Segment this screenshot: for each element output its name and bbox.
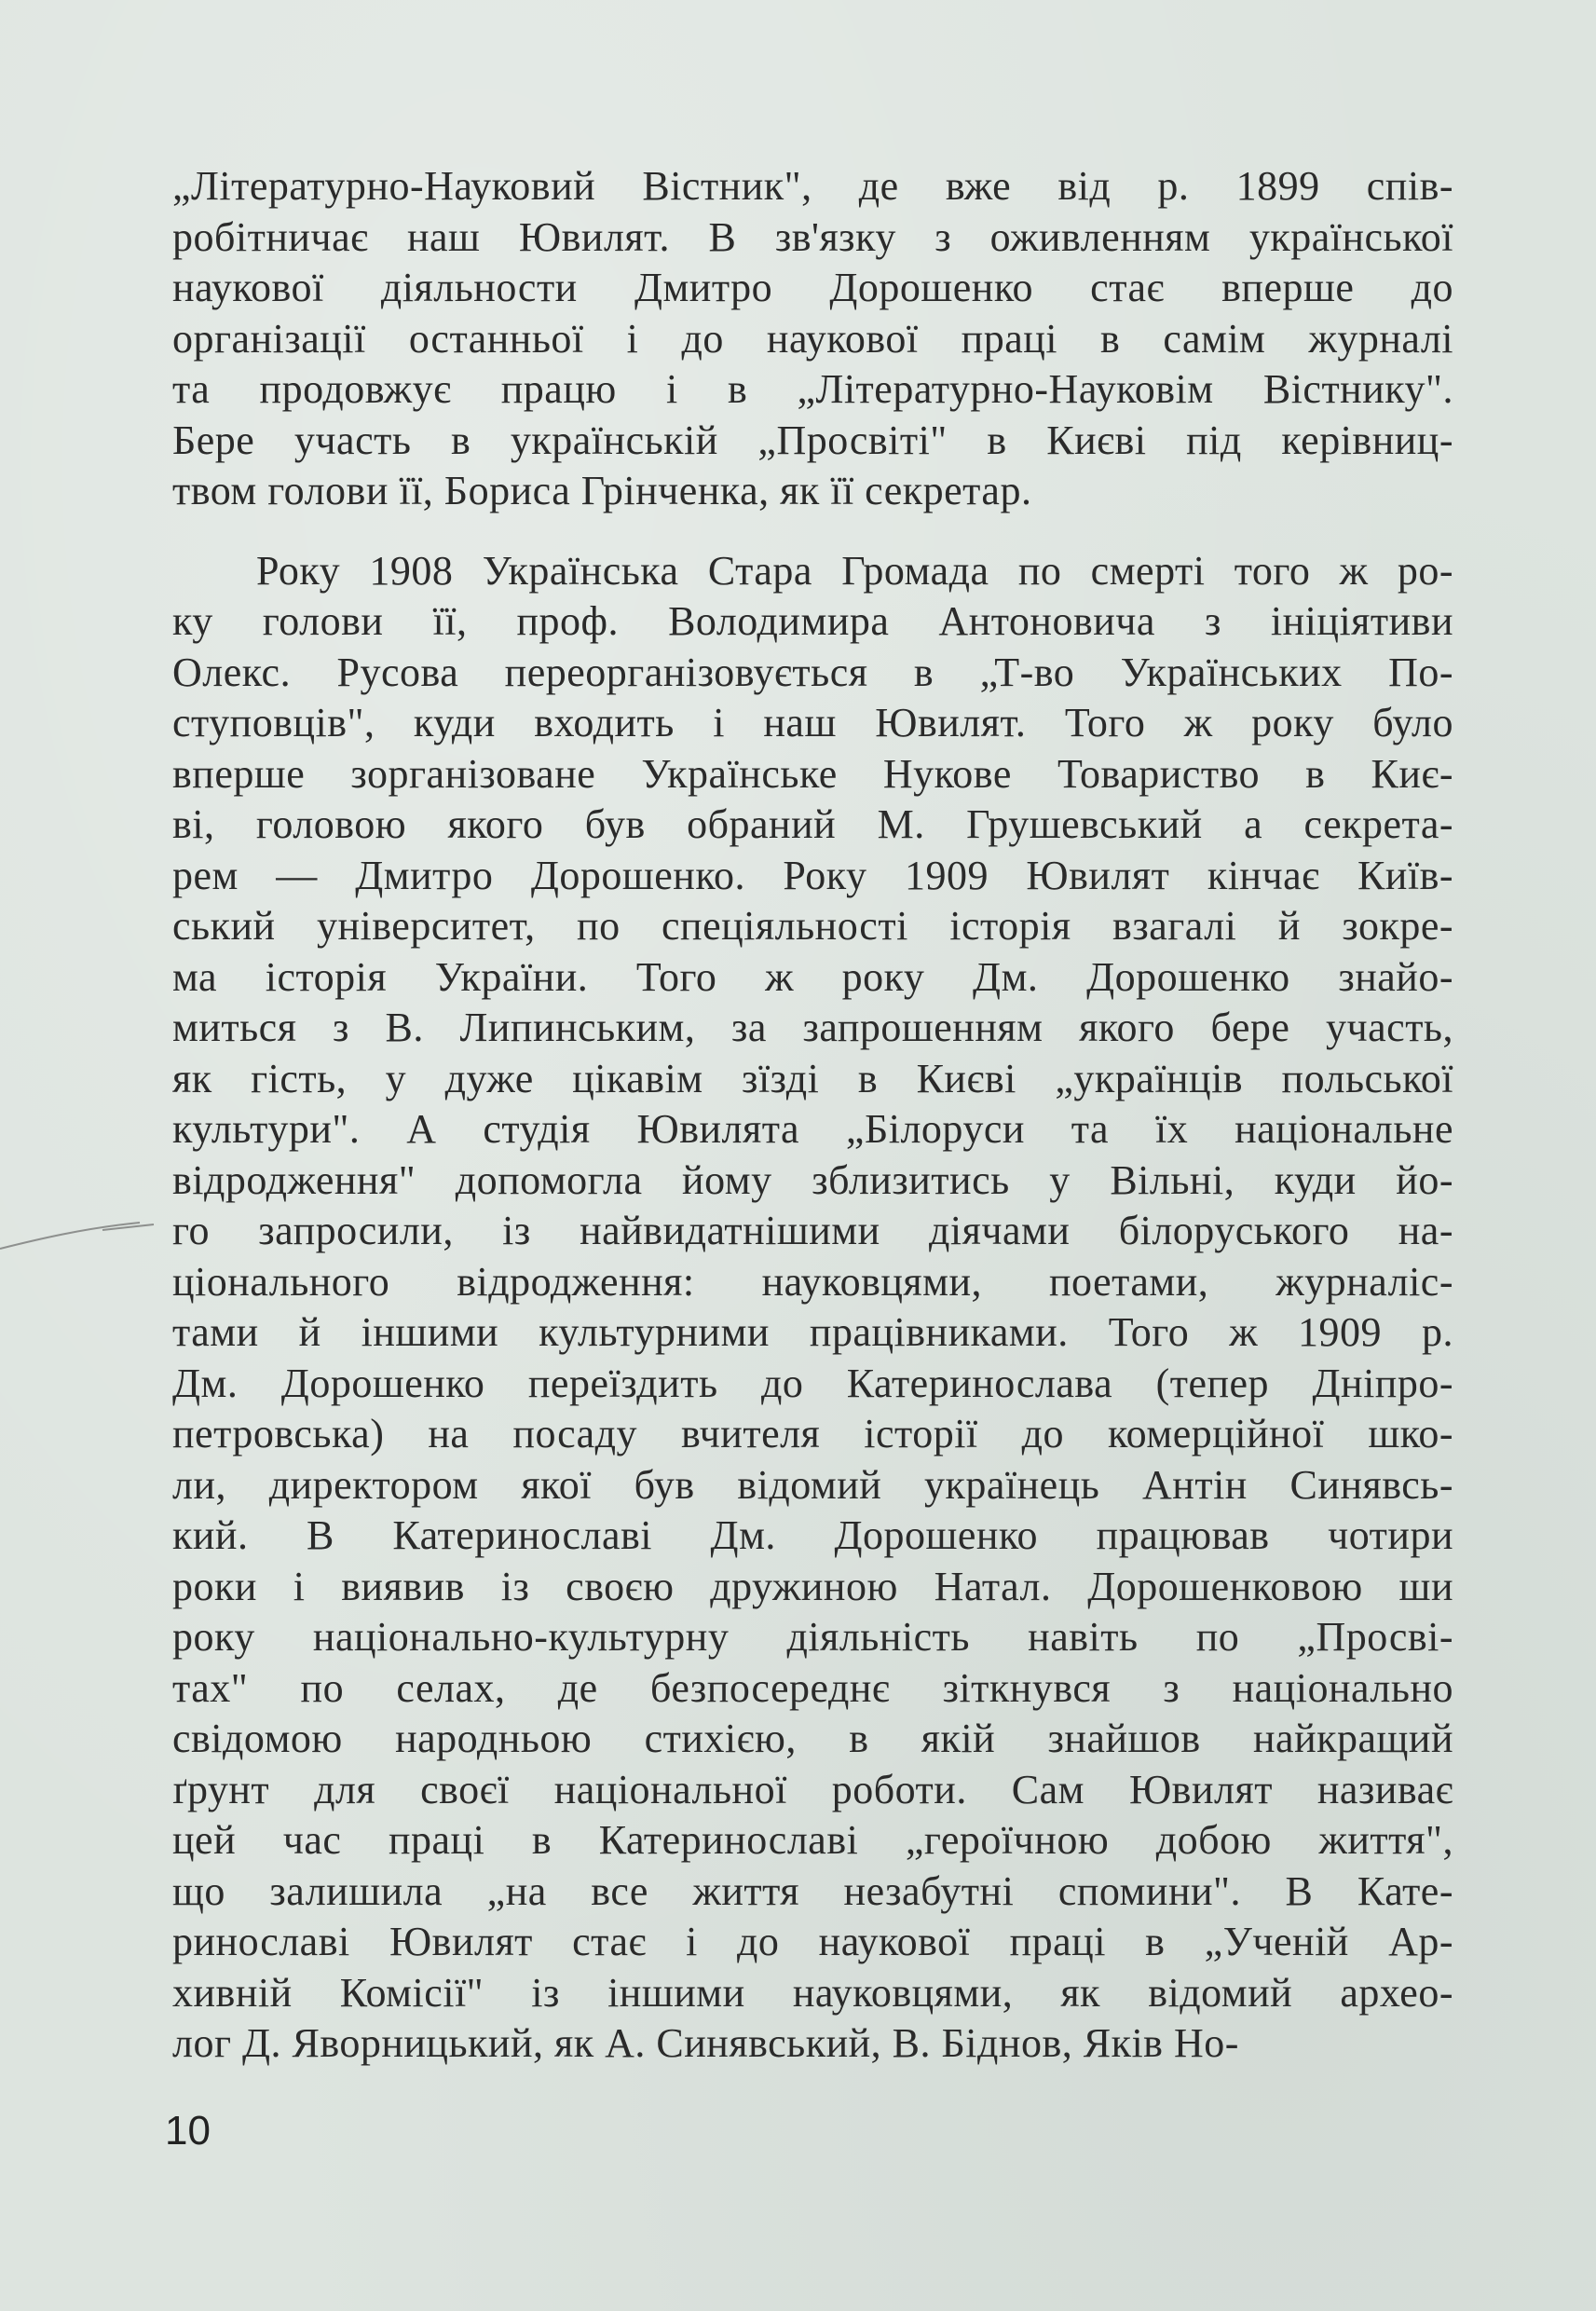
text-line: ку голови її, проф. Володимира Антоновича з ініціятиви — [172, 598, 1453, 644]
text-line: культури". А студія Ювилята „Білоруси та їх національне — [172, 1106, 1453, 1152]
text-line: вперше зорганізоване Українське Нукове Товариство в Киє- — [172, 750, 1453, 797]
text-line: ві, головою якого був обраний М. Грушевський а секрета- — [172, 801, 1453, 847]
paragraph-1 — [172, 161, 1453, 517]
text-line: свідомою народньою стихією, в якій знайшов найкращий — [172, 1716, 1453, 1761]
text-line: ма історія України. Того ж року Дм. Дорошенко знайо- — [172, 953, 1453, 1000]
text-line: тах" по селах, де безпосереднє зіткнувся з національно — [172, 1664, 1453, 1711]
text-line: Дм. Дорошенко переїздить до Катеринослава (тепер Дніпро- — [172, 1360, 1453, 1406]
text-line: організації останньої і до наукової праці в самім журналі — [172, 315, 1453, 362]
text-line: Року 1908 Українська Стара Громада по смерті того ж ро- — [256, 547, 1453, 594]
text-line: що залишила „на все життя незабутні спомини". В Кате- — [172, 1867, 1453, 1914]
text-line: ґрунт для своєї національної роботи. Сам Ювилят називає — [172, 1766, 1453, 1812]
text-line: „Літературно-Науковий Вістник", де вже від р. 1899 спів- — [172, 163, 1453, 209]
text-line: ли, директором якої був відомий українець Антін Синявсь- — [172, 1461, 1453, 1508]
pencil-mark — [0, 1202, 158, 1258]
text-line: тами й іншими культурними працівниками. Того ж 1909 р. — [172, 1309, 1453, 1355]
text-line: та продовжує працю і в „Літературно-Науковім Вістнику". — [172, 366, 1453, 412]
text-line: кий. В Катеринославі Дм. Дорошенко працював чотири — [172, 1512, 1453, 1558]
page-number: 10 — [165, 2108, 211, 2154]
text-line: року національно-культурну діяльність навіть по „Просві- — [172, 1614, 1453, 1660]
text-line: роки і виявив із своєю дружиною Натал. Дорошенковою ши — [172, 1563, 1453, 1609]
text-line: лог Д. Яворницький, як А. Синявський, В. Біднов, Яків Но- — [172, 2020, 1239, 2066]
text-line: цей час праці в Катеринославі „героїчною добою життя", — [172, 1817, 1453, 1863]
text-line: петровська) на посаду вчителя історії до комерційної шко- — [172, 1411, 1453, 1456]
text-line: ринославі Ювилят стає і до наукової праці в „Ученій Ар- — [172, 1919, 1453, 1964]
text-line: рем — Дмитро Дорошенко. Року 1909 Ювилят кінчає Київ- — [172, 852, 1453, 898]
text-line: хивній Комісії" із іншими науковцями, як відомий археo- — [172, 1969, 1453, 2016]
text-line: твом голови її, Бориса Грінченка, як її секретар. — [172, 468, 1032, 513]
text-line: наукової діяльности Дмитро Дорошенко стає вперше до — [172, 265, 1453, 310]
paragraph-2 — [172, 546, 1453, 2070]
text-line: ступовців", куди входить і наш Ювилят. Того ж року було — [172, 700, 1453, 745]
text-line: го запросили, із найвидатнішими діячами білоруського на- — [172, 1208, 1453, 1253]
text-line: Олекс. Русова переорганізовується в „Т-во Українських По- — [172, 649, 1453, 695]
text-line: відродження" допомогла йому зблизитись у Вільні, куди йо- — [172, 1156, 1453, 1203]
text-line: миться з В. Липинським, за запрошенням якого бере участь, — [172, 1005, 1453, 1050]
text-line: ський університет, по спеціяльності історія взагалі й зокре- — [172, 903, 1453, 949]
paragraph-gap — [172, 517, 1453, 546]
text-line: робітничає наш Ювилят. В зв'язку з оживленням української — [172, 213, 1453, 260]
text-line: Бере участь в українській „Просвіті" в Києві під керівниц- — [172, 417, 1453, 463]
body-text — [172, 161, 1453, 2070]
text-line: як гість, у дуже цікавім зїзді в Києві „українців польської — [172, 1055, 1453, 1101]
text-line: ціонального відродження: науковцями, поетами, журналіс- — [172, 1258, 1453, 1305]
